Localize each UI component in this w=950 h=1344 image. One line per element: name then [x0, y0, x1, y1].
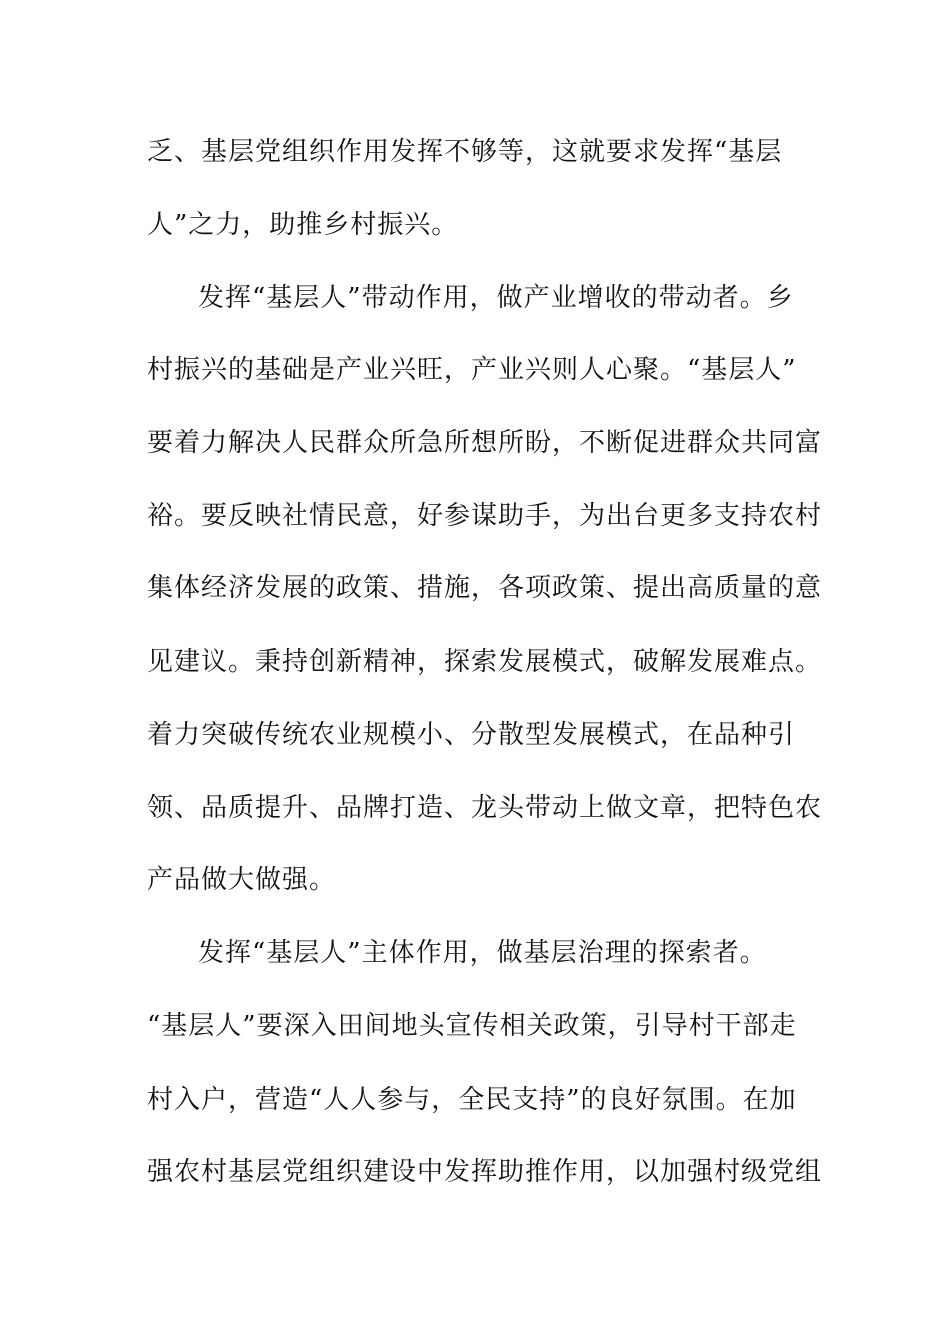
text-line: 乏、基层党组织作用发挥不够等，这就要求发挥“基层 [147, 137, 783, 167]
paragraph-start-line: 发挥“基层人”带动作用，做产业增收的带动者。乡 [198, 283, 794, 313]
text-line: “基层人”要深入田间地头宣传相关政策，引导村干部走 [147, 1011, 797, 1041]
text-line: 村振兴的基础是产业兴旺，产业兴则人心聚。“基层人” [147, 355, 797, 385]
text-line: 着力突破传统农业规模小、分散型发展模式，在品种引 [147, 720, 796, 750]
text-line: 集体经济发展的政策、措施，各项政策、提出高质量的意 [147, 573, 823, 603]
text-line: 强农村基层党组织建设中发挥助推作用，以加强村级党组 [147, 1157, 823, 1187]
text-line: 人”之力，助推乡村振兴。 [147, 210, 459, 240]
text-line: 见建议。秉持创新精神，探索发展模式，破解发展难点。 [147, 647, 823, 677]
text-line: 村入户，营造“人人参与，全民支持”的良好氛围。在加 [147, 1085, 797, 1115]
text-line: 要着力解决人民群众所急所想所盼，不断促进群众共同富 [147, 428, 823, 458]
paragraph-start-line: 发挥“基层人”主体作用，做基层治理的探索者。 [198, 938, 767, 968]
text-line: 裕。要反映社情民意，好参谋助手，为出台更多支持农村 [147, 501, 823, 531]
text-line: 产品做大做强。 [147, 865, 337, 895]
text-line: 领、品质提升、品牌打造、龙头带动上做文章，把特色农 [147, 793, 823, 823]
